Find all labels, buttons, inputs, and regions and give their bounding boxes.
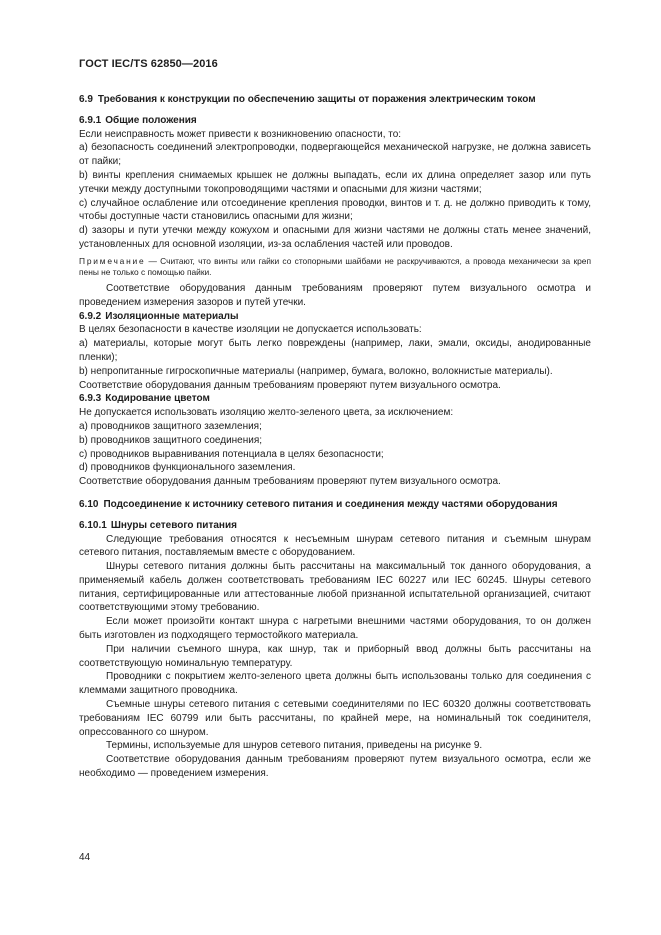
paragraph: Если неисправность может привести к возникновению опасности, то: xyxy=(79,128,402,140)
list-item: b) винты крепления снимаемых крышек не должны выпадать, если их длина определяет зазор или путь утечки между доступными токопроводящими частями и опасными для жизни частями; xyxy=(79,169,591,195)
subsection-6-9-2-heading xyxy=(79,310,591,324)
subsection-6-9-3-heading xyxy=(79,392,591,406)
list-item: d) зазоры и пути утечки между кожухом и опасными для жизни частями не должны стать менее значений, установленных для основной изоляции, из-за ослабления частей или проводов. xyxy=(79,225,591,250)
paragraph: Если может произойти контакт шнура с нагретыми внешними частями оборудования, то он должен быть изготовлен из подходящего термостойкого материала. xyxy=(79,616,591,642)
note-label: Примечание xyxy=(79,255,146,266)
note xyxy=(79,256,591,279)
paragraph: Проводники с покрытием желто-зеленого цвета должны быть использованы только для соединения с клеммами защитного проводника. xyxy=(79,671,591,697)
paragraph: Термины, используемые для шнуров сетевого питания, приведены на рисунке 9. xyxy=(106,740,483,752)
paragraph: При наличии съемного шнура, как шнур, так и приборный ввод должны быть рассчитаны на соответствующую номинальную температуру. xyxy=(79,643,591,669)
subsection-6-9-1-heading xyxy=(79,114,591,128)
paragraph: Шнуры сетевого питания должны быть рассчитаны на максимальный ток данного оборудования, а применяемый кабель должен соответствовать требованиям IEC 60227 или IEC 60245. Шнуры сетевого питания, сертифицированные или аттестованные любой признанной испытательной организацией, считают соответствующими этому требованию. xyxy=(79,561,591,614)
section-title: Требования к конструкции по обеспечению защиты от поражения электрическим током xyxy=(97,94,536,105)
subsection-number: 6.9.2 xyxy=(79,310,102,322)
subsection-title: Кодирование цветом xyxy=(105,393,210,405)
subsection-number: 6.9.1 xyxy=(79,114,102,126)
section-6-10-heading xyxy=(79,498,591,512)
paragraph: В целях безопасности в качестве изоляции не допускается использовать: xyxy=(79,324,422,336)
paragraph: Соответствие оборудования данным требованиям проверяют путем визуального осмотра, если же необходимо — проведением измерения. xyxy=(79,754,591,780)
subsection-6-10-1-heading xyxy=(79,519,591,533)
paragraph: Съемные шнуры сетевого питания с сетевыми соединителями по IEC 60320 должны соответствовать требованиям IEC 60799 или быть рассчитаны, по крайней мере, на номинальный ток соединителя, опрессованного со шнуром. xyxy=(79,699,591,738)
paragraph: Не допускается использовать изоляцию желто-зеленого цвета, за исключением: xyxy=(79,407,454,419)
paragraph: Следующие требования относятся к несъемным шнурам сетевого питания и съемным шнурам сетевого питания, поставляемым вместе с оборудованием. xyxy=(79,533,591,559)
list-item: а) безопасность соединений электропроводки, подвергающейся механической нагрузке, не должна зависеть от пайки; xyxy=(79,142,591,168)
subsection-title: Изоляционные материалы xyxy=(105,310,239,322)
section-number: 6.9 xyxy=(79,94,93,105)
list-item: d) проводников функционального заземления. xyxy=(79,462,296,474)
list-item: с) случайное ослабление или отсоединение крепления проводки, винтов и т. д. не должно приводить к тому, чтобы доступные части становились опасными для жизни; xyxy=(79,197,591,223)
subsection-title: Шнуры сетевого питания xyxy=(110,519,237,531)
list-item: а) проводников защитного заземления; xyxy=(79,420,262,432)
page-number: 44 xyxy=(79,852,91,863)
list-item: b) проводников защитного соединения; xyxy=(79,434,263,446)
page-body xyxy=(79,93,591,781)
note-text: — Считают, что винты или гайки со стопорными шайбами не раскручиваются, а провода механически за креп пены не только с помощью пайки. xyxy=(79,255,591,278)
list-item: b) непропитанные гигроскопичные материалы (например, бумага, волокно, волокнистые материалы). xyxy=(79,365,553,377)
compliance-paragraph: Соответствие оборудования данным требованиям проверяют путем визуального осмотра. xyxy=(79,476,501,488)
compliance-paragraph: Соответствие оборудования данным требованиям проверяют путем визуального осмотра. xyxy=(79,379,501,391)
subsection-title: Общие положения xyxy=(105,114,197,126)
section-number: 6.10 xyxy=(79,498,99,510)
compliance-paragraph: Соответствие оборудования данным требованиям проверяют путем визуального осмотра и проведением измерения зазоров и путей утечки. xyxy=(79,282,591,308)
subsection-number: 6.9.3 xyxy=(79,393,102,405)
document-header: ГОСТ IEC/TS 62850—2016 xyxy=(79,58,218,70)
list-item: с) проводников выравнивания потенциала в целях безопасности; xyxy=(79,448,384,460)
list-item: а) материалы, которые могут быть легко повреждены (например, лаки, эмали, оксиды, анодированные пленки); xyxy=(79,338,591,363)
section-6-9-heading xyxy=(79,93,591,107)
section-title: Подсоединение к источнику сетевого питания и соединения между частями оборудования xyxy=(103,498,558,510)
subsection-number: 6.10.1 xyxy=(79,519,107,531)
